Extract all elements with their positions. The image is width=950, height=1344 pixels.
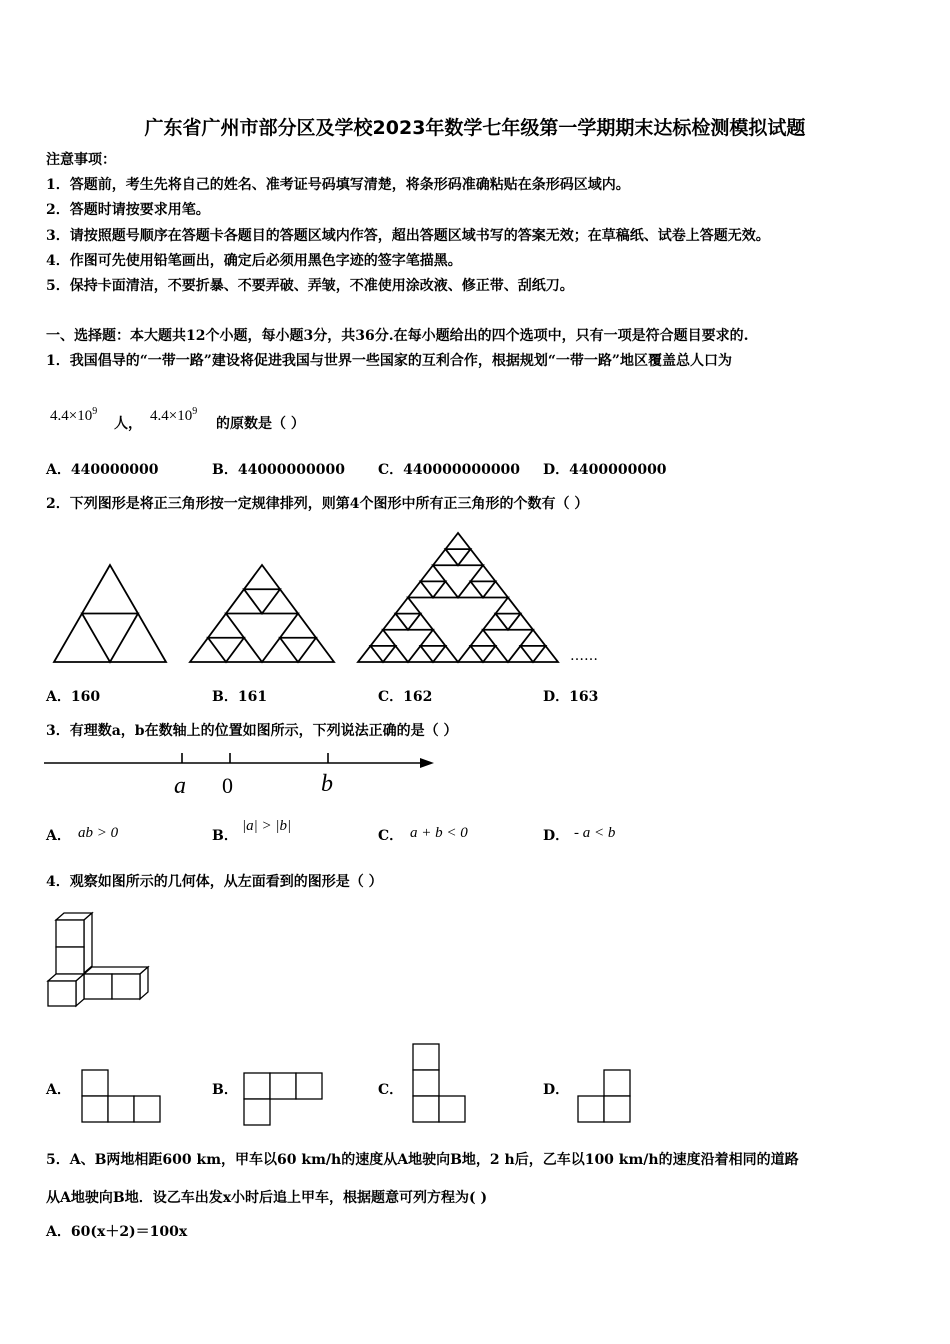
- q3-option-c-letter[interactable]: C．: [378, 828, 404, 844]
- number-line: [44, 752, 436, 772]
- q4-option-d-figure[interactable]: [578, 1070, 634, 1124]
- q3-option-b-math[interactable]: |a| > |b|: [242, 818, 292, 834]
- notice-item: 5．保持卡面清洁，不要折暴、不要弄破、弄皱，不准使用涂改液、修正带、刮纸刀。: [46, 278, 574, 294]
- cube-solid-figure: [48, 912, 150, 1010]
- q1-option-a[interactable]: A．440000000: [46, 462, 159, 478]
- q2-option-a[interactable]: A．160: [46, 689, 101, 705]
- notice-item: 3．请按照题号顺序在答题卡各题目的答题区域内作答，超出答题区域书写的答案无效；在草稿纸、试卷上答题无效。: [46, 228, 770, 244]
- q2-ellipsis: ……: [570, 648, 598, 664]
- q3-option-b-letter[interactable]: B．: [212, 828, 238, 844]
- q3-option-a-letter[interactable]: A．: [46, 828, 71, 844]
- q2-option-d[interactable]: D．163: [543, 689, 599, 705]
- q3-option-c-math[interactable]: a + b < 0: [410, 825, 468, 841]
- q1-scientific-notation-2: $4.4\times 10^9$: [150, 406, 198, 424]
- notice-heading: 注意事项：: [46, 152, 116, 168]
- q1-option-c[interactable]: C．440000000000: [378, 462, 521, 478]
- number-line-label-b: b: [321, 771, 333, 797]
- q1-option-d[interactable]: D．4400000000: [543, 462, 667, 478]
- number-line-label-a: a: [174, 773, 186, 799]
- q5-option-a[interactable]: A．60(x＋2)＝100x: [46, 1224, 188, 1240]
- triangle-figure-1: [54, 565, 166, 662]
- q4-option-c-letter[interactable]: C．: [378, 1082, 404, 1098]
- q4-stem: 4．观察如图所示的几何体，从左面看到的图形是（ ）: [46, 874, 383, 890]
- q3-option-d-math[interactable]: - a < b: [574, 825, 616, 841]
- q3-stem: 3．有理数a，b在数轴上的位置如图所示，下列说法正确的是（ ）: [46, 723, 458, 739]
- page-title: 广东省广州市部分区及学校2023年数学七年级第一学期期末达标检测模拟试题: [144, 117, 806, 139]
- q4-option-a-letter[interactable]: A．: [46, 1082, 71, 1098]
- q5-stem-line2: 从A地驶向B地．设乙车出发x小时后追上甲车，根据题意可列方程为( ): [46, 1190, 488, 1206]
- triangle-figure-2: [190, 565, 334, 662]
- q4-option-d-letter[interactable]: D．: [543, 1082, 570, 1098]
- q4-option-c-figure[interactable]: [413, 1044, 469, 1124]
- q2-option-b[interactable]: B．161: [212, 689, 268, 705]
- q1-text-2: 的原数是（ ）: [216, 416, 305, 432]
- q3-option-a-math[interactable]: ab > 0: [78, 825, 119, 841]
- q1-scientific-notation: $4.4\times 10^9$: [50, 406, 98, 424]
- q2-stem: 2．下列图形是将正三角形按一定规律排列，则第4个图形中所有正三角形的个数有（ ）: [46, 496, 589, 512]
- notice-item: 2．答题时请按要求用笔。: [46, 202, 210, 218]
- number-line-label-zero: 0: [222, 773, 233, 798]
- triangle-figure-3: [358, 533, 558, 662]
- q4-option-a-figure[interactable]: [82, 1070, 164, 1124]
- q4-option-b-figure[interactable]: [244, 1073, 324, 1127]
- notice-item: 1．答题前，考生先将自己的姓名、准考证号码填写清楚，将条形码准确粘贴在条形码区域内。: [46, 177, 630, 193]
- q4-option-b-letter[interactable]: B．: [212, 1082, 238, 1098]
- q1-text: 人，: [114, 416, 142, 432]
- q3-option-d-letter[interactable]: D．: [543, 828, 570, 844]
- q1-stem: 1．我国倡导的“一带一路”建设将促进我国与世界一些国家的互利合作，根据规划“一带一路”地区覆盖总人口为: [46, 353, 732, 369]
- section-heading: 一、选择题：本大题共12个小题，每小题3分，共36分.在每小题给出的四个选项中，只有一项是符合题目要求的.: [46, 328, 749, 344]
- q1-option-b[interactable]: B．44000000000: [212, 462, 345, 478]
- q5-stem-line1: 5．A、B两地相距600 km，甲车以60 km/h的速度从A地驶向B地，2 h后，乙车以100 km/h的速度沿着相同的道路: [46, 1152, 799, 1168]
- q2-option-c[interactable]: C．162: [378, 689, 433, 705]
- notice-item: 4．作图可先使用铅笔画出，确定后必须用黑色字迹的签字笔描黑。: [46, 253, 462, 269]
